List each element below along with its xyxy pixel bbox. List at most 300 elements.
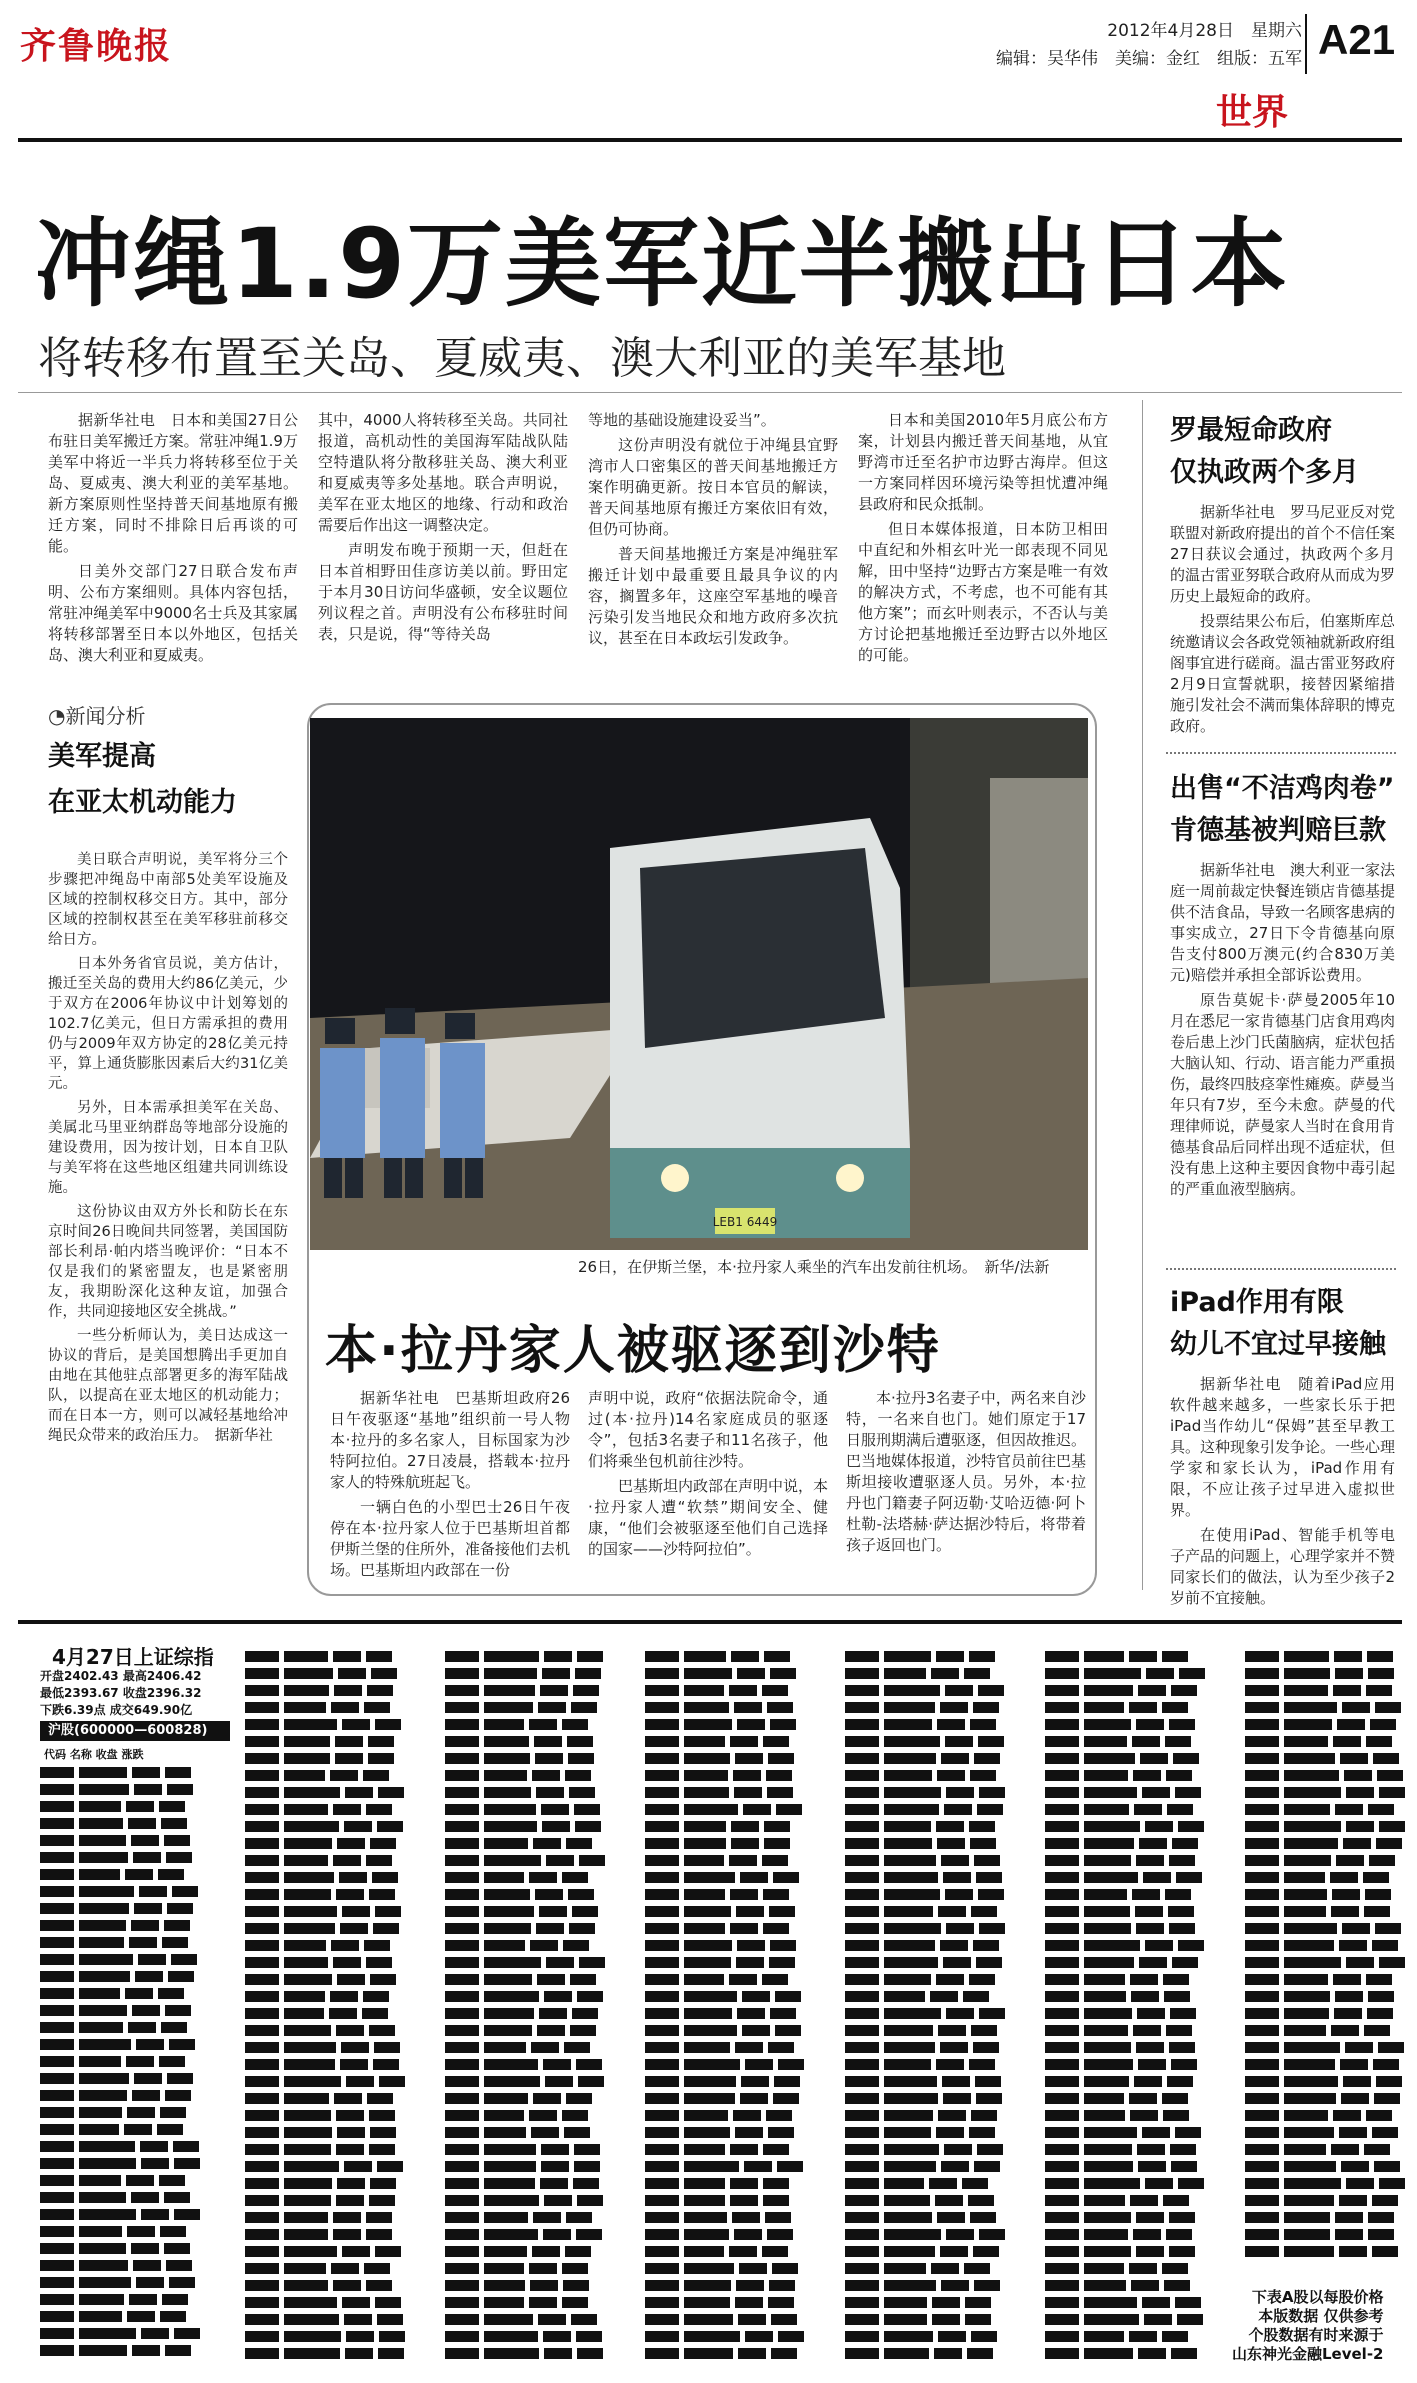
stock-cell bbox=[684, 2093, 735, 2104]
stock-cell bbox=[567, 1736, 593, 1747]
stock-row bbox=[845, 2175, 1030, 2192]
stock-row bbox=[1045, 2005, 1230, 2022]
stock-cell bbox=[529, 1719, 557, 1730]
stock-cell bbox=[884, 2195, 930, 2206]
stock-cell bbox=[1084, 1974, 1125, 1985]
stock-row bbox=[845, 2124, 1030, 2141]
stock-cell bbox=[1084, 2093, 1124, 2104]
stock-cell bbox=[531, 2042, 559, 2053]
stock-cell bbox=[40, 1954, 74, 1965]
stock-cell bbox=[1170, 2144, 1196, 2155]
stock-cell bbox=[645, 1821, 679, 1832]
stock-cell bbox=[645, 2025, 679, 2036]
stock-cell bbox=[1245, 2195, 1279, 2206]
stock-cell bbox=[1136, 2212, 1164, 2223]
stock-cell bbox=[1084, 1821, 1140, 1832]
stock-cell bbox=[1173, 1753, 1199, 1764]
stock-cell bbox=[484, 2059, 538, 2070]
stock-row bbox=[1045, 2141, 1230, 2158]
stock-cell bbox=[346, 2331, 374, 2342]
stock-cell bbox=[845, 2331, 879, 2342]
stock-cell bbox=[164, 1835, 190, 1846]
stock-row bbox=[40, 2325, 225, 2342]
stock-cell bbox=[1245, 1753, 1279, 1764]
stock-cell bbox=[533, 1838, 561, 1849]
stock-cell bbox=[1346, 1787, 1374, 1798]
stock-cell bbox=[366, 2229, 392, 2240]
stock-cell bbox=[645, 1889, 679, 1900]
stock-cell bbox=[1084, 2212, 1131, 2223]
stock-row bbox=[245, 2005, 430, 2022]
stock-cell bbox=[1379, 1957, 1405, 1968]
stock-row bbox=[645, 2090, 830, 2107]
stock-row bbox=[645, 1750, 830, 1767]
stock-cell bbox=[139, 1886, 167, 1897]
stock-cell bbox=[570, 1974, 596, 1985]
stock-row bbox=[40, 2053, 225, 2070]
stock-cell bbox=[734, 2229, 762, 2240]
stock-column bbox=[445, 1648, 630, 2362]
stock-cell bbox=[368, 1736, 394, 1747]
stock-cell bbox=[40, 2209, 74, 2220]
stock-cell bbox=[484, 2110, 524, 2121]
stock-cell bbox=[366, 1804, 392, 1815]
stock-cell bbox=[765, 2212, 791, 2223]
stock-cell bbox=[764, 1838, 790, 1849]
stock-cell bbox=[577, 2348, 603, 2359]
stock-cell bbox=[936, 1821, 964, 1832]
sidebar-brief-1 bbox=[1170, 410, 1395, 741]
stock-cell bbox=[771, 2348, 797, 2359]
stock-cell bbox=[1366, 1974, 1392, 1985]
stock-row bbox=[645, 2124, 830, 2141]
stock-cell bbox=[40, 1988, 74, 1999]
stock-cell bbox=[79, 2209, 136, 2220]
stock-cell bbox=[571, 1702, 597, 1713]
stock-cell bbox=[941, 2280, 969, 2291]
brief-body bbox=[1170, 1374, 1395, 1609]
stock-cell bbox=[543, 2059, 571, 2070]
stock-cell bbox=[484, 1872, 524, 1883]
stock-row bbox=[645, 2107, 830, 2124]
stock-cell bbox=[1245, 2059, 1279, 2070]
stock-cell bbox=[645, 2093, 679, 2104]
stock-row bbox=[1045, 2243, 1230, 2260]
stock-row bbox=[1245, 1784, 1417, 1801]
stock-cell bbox=[1045, 2314, 1079, 2325]
stock-row bbox=[245, 1733, 430, 1750]
stock-row bbox=[1045, 2226, 1230, 2243]
stock-row bbox=[445, 1886, 630, 1903]
stock-cell bbox=[1284, 1889, 1327, 1900]
stock-cell bbox=[767, 1787, 793, 1798]
stock-cell bbox=[363, 1770, 389, 1781]
stock-cell bbox=[977, 2144, 1003, 2155]
stock-cell bbox=[845, 1872, 879, 1883]
stock-row bbox=[1045, 1784, 1230, 1801]
stock-cell bbox=[884, 1736, 940, 1747]
stock-cell bbox=[336, 1889, 364, 1900]
stock-cell bbox=[484, 1736, 529, 1747]
stock-cell bbox=[1245, 1787, 1279, 1798]
stock-cell bbox=[1045, 2178, 1079, 2189]
stock-cell bbox=[565, 1770, 591, 1781]
stock-cell bbox=[570, 2025, 596, 2036]
stock-cell bbox=[1084, 2348, 1133, 2359]
stock-cell bbox=[1045, 1821, 1079, 1832]
stock-cell bbox=[40, 1886, 74, 1897]
stock-cell bbox=[333, 2229, 361, 2240]
stock-cell bbox=[132, 1767, 160, 1778]
stock-cell bbox=[245, 2059, 279, 2070]
stock-row bbox=[1045, 2192, 1230, 2209]
stock-cell bbox=[445, 2212, 479, 2223]
stock-cell bbox=[484, 2195, 539, 2206]
stock-cell bbox=[543, 2331, 571, 2342]
brief-title bbox=[1170, 1282, 1395, 1366]
stock-row bbox=[1045, 2328, 1230, 2345]
stock-cell bbox=[484, 2127, 526, 2138]
stock-board-label: 沪股(600000—600828) bbox=[40, 1721, 230, 1741]
stock-cell bbox=[284, 1668, 333, 1679]
story-title: 本·拉丹家人被驱逐到沙特 bbox=[325, 1321, 941, 1381]
stock-cell bbox=[79, 2277, 131, 2288]
stock-row bbox=[245, 1903, 430, 1920]
story-column-1 bbox=[330, 1388, 570, 1585]
stock-cell bbox=[1284, 2076, 1338, 2087]
stock-cell bbox=[131, 2192, 159, 2203]
stock-cell bbox=[845, 1889, 879, 1900]
stock-cell bbox=[1379, 1821, 1405, 1832]
stock-cell bbox=[484, 1651, 539, 1662]
analysis-paragraph: 这份协议由双方外长和防长在东京时间26日晚间共同签署，美国国防部长利昂·帕内塔当晚评价：“日本不仅是我们的紧密盟友，也是紧密朋友，我期盼深化这种友谊，加强合作，共同迎接地区安全挑战。” bbox=[48, 1204, 288, 1320]
stock-cell bbox=[345, 2348, 373, 2359]
stock-cell bbox=[1364, 2025, 1390, 2036]
stock-row bbox=[1045, 2175, 1230, 2192]
stock-cell bbox=[445, 1855, 479, 1866]
sidebar-brief-2 bbox=[1170, 768, 1395, 1204]
stock-cell bbox=[1331, 1906, 1359, 1917]
stock-cell bbox=[1284, 2144, 1326, 2155]
stock-cell bbox=[484, 2348, 539, 2359]
stock-cell bbox=[971, 2331, 997, 2342]
stock-cell bbox=[1284, 1974, 1328, 1985]
stock-cell bbox=[544, 1651, 572, 1662]
stock-cell bbox=[1341, 2161, 1369, 2172]
stock-cell bbox=[1045, 1940, 1079, 1951]
stock-cell bbox=[445, 2348, 479, 2359]
stock-cell bbox=[737, 1668, 765, 1679]
stock-cell bbox=[1163, 1974, 1189, 1985]
stock-cell bbox=[245, 2076, 279, 2087]
stock-cell bbox=[741, 2076, 769, 2087]
stock-row bbox=[445, 1954, 630, 1971]
stock-row bbox=[845, 1767, 1030, 1784]
brief-body bbox=[1170, 502, 1395, 737]
stock-cell bbox=[884, 2212, 932, 2223]
stock-cell bbox=[770, 1719, 796, 1730]
stock-row bbox=[845, 2277, 1030, 2294]
stock-cell bbox=[845, 2314, 879, 2325]
stock-cell bbox=[484, 2025, 532, 2036]
stock-cell bbox=[363, 1991, 389, 2002]
stock-row bbox=[445, 1903, 630, 1920]
stock-cell bbox=[164, 2243, 190, 2254]
stock-cell bbox=[645, 1906, 679, 1917]
stock-cell bbox=[535, 1889, 563, 1900]
stock-row bbox=[845, 1937, 1030, 1954]
stock-cell bbox=[976, 1872, 1002, 1883]
lead-paragraph: 日美外交部门27日联合发布声明、公布方案细则。具体内容包括，常驻冲绳美军中9000名士兵及其家属将转移部署至日本以外地区，包括关岛、澳大利亚和夏威夷。 bbox=[48, 562, 298, 664]
stock-cell bbox=[845, 1855, 879, 1866]
stock-cell bbox=[967, 2348, 993, 2359]
stock-cell bbox=[1133, 2229, 1161, 2240]
stock-cell bbox=[125, 1869, 153, 1880]
stock-cell bbox=[572, 1906, 598, 1917]
stock-cell bbox=[1084, 1736, 1127, 1747]
stock-cell bbox=[969, 2127, 995, 2138]
stock-cell bbox=[484, 1685, 535, 1696]
stock-cell bbox=[79, 1835, 126, 1846]
stock-cell bbox=[931, 1668, 959, 1679]
stock-cell bbox=[169, 2039, 195, 2050]
stock-row bbox=[645, 2039, 830, 2056]
stock-row bbox=[245, 2311, 430, 2328]
stock-cell bbox=[730, 1923, 758, 1934]
stock-row bbox=[1245, 2005, 1417, 2022]
stock-cell bbox=[884, 2127, 931, 2138]
stock-cell bbox=[484, 2042, 526, 2053]
stock-cell bbox=[1084, 1770, 1128, 1781]
lead-column-4 bbox=[858, 410, 1108, 670]
stock-row bbox=[245, 2056, 430, 2073]
sidebar-brief-3 bbox=[1170, 1282, 1395, 1613]
stock-cell bbox=[1171, 2348, 1197, 2359]
stock-cell bbox=[79, 1784, 129, 1795]
stock-cell bbox=[284, 2212, 328, 2223]
stock-cell bbox=[684, 2144, 725, 2155]
stock-cell bbox=[645, 1974, 679, 1985]
stock-cell bbox=[684, 2178, 725, 2189]
stock-cell bbox=[1045, 1702, 1079, 1713]
stock-cell bbox=[141, 2158, 169, 2169]
lead-paragraph: 这份声明没有就位于冲绳县宜野湾市人口密集区的普天间基地搬迁方案作明确更新。按日本官员的解读，普天间基地原有搬迁方案依旧有效，但仍可协商。 bbox=[588, 436, 838, 538]
stock-cell bbox=[884, 1821, 931, 1832]
stock-cell bbox=[940, 1702, 968, 1713]
stock-row bbox=[845, 1971, 1030, 1988]
stock-cell bbox=[964, 1668, 990, 1679]
stock-cell bbox=[284, 2025, 331, 2036]
stock-cell bbox=[245, 2042, 279, 2053]
stock-row bbox=[445, 1767, 630, 1784]
stock-cell bbox=[40, 2022, 74, 2033]
stock-cell bbox=[1284, 1719, 1332, 1730]
stock-cell bbox=[778, 2059, 804, 2070]
stock-column bbox=[645, 1648, 830, 2362]
stock-notice bbox=[1232, 2288, 1384, 2364]
stock-cell bbox=[284, 2246, 337, 2257]
stock-cell bbox=[1084, 2195, 1125, 2206]
stock-cell bbox=[944, 2144, 972, 2155]
stock-cell bbox=[1132, 1736, 1160, 1747]
stock-cell bbox=[645, 2348, 679, 2359]
stock-cell bbox=[284, 1991, 325, 2002]
stock-cell bbox=[645, 1685, 679, 1696]
stock-cell bbox=[1331, 2025, 1359, 2036]
stock-cell bbox=[131, 1920, 159, 1931]
stock-row bbox=[445, 2039, 630, 2056]
analysis-title-line: 美军提高 bbox=[48, 741, 156, 772]
stock-cell bbox=[1284, 1651, 1329, 1662]
stock-cell bbox=[284, 1753, 330, 1764]
stock-row bbox=[245, 2107, 430, 2124]
stock-cell bbox=[1368, 1991, 1394, 2002]
stock-cell bbox=[1245, 2229, 1279, 2240]
stock-cell bbox=[1045, 2229, 1079, 2240]
stock-cell bbox=[645, 2144, 679, 2155]
stock-cell bbox=[568, 1753, 594, 1764]
stock-cell bbox=[945, 1889, 973, 1900]
stock-cell bbox=[79, 2260, 128, 2271]
stock-cell bbox=[762, 1685, 788, 1696]
stock-cell bbox=[845, 2093, 879, 2104]
stock-cell bbox=[329, 2008, 357, 2019]
stock-cell bbox=[978, 1685, 1004, 1696]
stock-cell bbox=[531, 2127, 559, 2138]
stock-cell bbox=[1365, 1889, 1391, 1900]
stock-cell bbox=[775, 1991, 801, 2002]
stock-cell bbox=[284, 2076, 341, 2087]
stock-cell bbox=[284, 1719, 337, 1730]
brief-title bbox=[1170, 410, 1395, 494]
stock-cell bbox=[126, 1801, 154, 1812]
stock-cell bbox=[134, 2073, 162, 2084]
stock-cell bbox=[1166, 1770, 1192, 1781]
stock-row bbox=[445, 2175, 630, 2192]
stock-row bbox=[645, 1784, 830, 1801]
stock-cell bbox=[1145, 1821, 1173, 1832]
stock-cell bbox=[1084, 1940, 1140, 1951]
stock-cell bbox=[884, 1991, 925, 2002]
stock-row bbox=[1045, 1648, 1230, 1665]
analysis-label: ◔新闻分析 bbox=[48, 704, 146, 728]
stock-cell bbox=[735, 2127, 763, 2138]
stock-row bbox=[1045, 2124, 1230, 2141]
stock-cell bbox=[845, 2042, 879, 2053]
stock-cell bbox=[366, 1651, 392, 1662]
stock-summary-line: 最低2393.67 收盘2396.32 bbox=[40, 1686, 202, 1700]
stock-cell bbox=[645, 2246, 679, 2257]
stock-cell bbox=[1373, 1753, 1399, 1764]
stock-cell bbox=[1284, 2008, 1329, 2019]
stock-cell bbox=[962, 2178, 988, 2189]
stock-cell bbox=[969, 1974, 995, 1985]
stock-cell bbox=[940, 2042, 968, 2053]
stock-cell bbox=[1339, 2127, 1367, 2138]
stock-cell bbox=[736, 2280, 764, 2291]
stock-cell bbox=[79, 2192, 126, 2203]
stock-row bbox=[1045, 1665, 1230, 1682]
stock-cell bbox=[445, 2246, 479, 2257]
stock-cell bbox=[1343, 2076, 1371, 2087]
brief-separator bbox=[1166, 1268, 1396, 1270]
stock-cell bbox=[1346, 1957, 1374, 1968]
stock-cell bbox=[284, 1906, 337, 1917]
stock-row bbox=[1245, 1835, 1417, 1852]
stock-row bbox=[445, 1869, 630, 1886]
stock-cell bbox=[375, 2246, 401, 2257]
stock-cell bbox=[445, 1719, 479, 1730]
lead-paragraph: 其中，4000人将转移至关岛。共同社报道，高机动性的美国海军陆战队陆空特遣队将分散移驻关岛、澳大利亚和夏威夷等多处基地。联合声明说，美军在亚太地区的地缘、行动和政治需要后作出这一调整决定。 bbox=[318, 411, 568, 534]
stock-cell bbox=[284, 2297, 337, 2308]
stock-cell bbox=[245, 1872, 279, 1883]
stock-cell bbox=[1163, 2110, 1189, 2121]
stock-row bbox=[1245, 2192, 1417, 2209]
stock-cell bbox=[845, 2229, 879, 2240]
stock-row bbox=[1245, 2158, 1417, 2175]
stock-cell bbox=[174, 2328, 200, 2339]
stock-cell bbox=[730, 1889, 758, 1900]
stock-row bbox=[245, 2039, 430, 2056]
stock-cell bbox=[884, 2280, 936, 2291]
stock-cell bbox=[373, 2059, 399, 2070]
top-rule bbox=[18, 138, 1402, 142]
brief-title-line: 肯德基被判赔巨款 bbox=[1170, 815, 1386, 846]
stock-cell bbox=[1340, 1753, 1368, 1764]
stock-cell bbox=[445, 1736, 479, 1747]
stock-row bbox=[845, 1852, 1030, 1869]
stock-cell bbox=[484, 1991, 539, 2002]
stock-row bbox=[1245, 1648, 1417, 1665]
stock-cell bbox=[245, 1906, 279, 1917]
stock-cell bbox=[40, 2328, 74, 2339]
stock-cell bbox=[1045, 2161, 1079, 2172]
stock-cell bbox=[732, 2212, 760, 2223]
stock-cell bbox=[1284, 2025, 1326, 2036]
stock-cell bbox=[1366, 1685, 1392, 1696]
stock-cell bbox=[1284, 1804, 1330, 1815]
stock-cell bbox=[645, 2263, 679, 2274]
stock-cell bbox=[1245, 2178, 1279, 2189]
stock-cell bbox=[1130, 1974, 1158, 1985]
stock-cell bbox=[735, 2042, 763, 2053]
story-paragraph: 本·拉丹3名妻子中，两名来自沙特，一名来自也门。她们原定于17日服刑期满后遭驱逐，但因故推迟。巴当地媒体报道，沙特官员前往巴基斯坦接收遭驱逐人员。另外，本·拉丹也门籍妻子阿迈勒·艾哈迈德·阿卜杜勒-法塔赫·萨达据沙特后，将带着孩子返回也门。 bbox=[846, 1389, 1087, 1554]
stock-cell bbox=[645, 1736, 679, 1747]
stock-row bbox=[645, 1835, 830, 1852]
stock-cell bbox=[484, 1770, 527, 1781]
stock-row bbox=[845, 1886, 1030, 1903]
stock-cell bbox=[369, 2195, 395, 2206]
stock-cell bbox=[79, 1937, 124, 1948]
stock-cell bbox=[766, 1770, 792, 1781]
stock-cell bbox=[573, 1685, 599, 1696]
stock-row bbox=[1245, 2243, 1417, 2260]
stock-cell bbox=[730, 2195, 758, 2206]
stock-cell bbox=[340, 1923, 368, 1934]
story-paragraph: 声明中说，政府“依据法院命令，通过(本·拉丹)14名家庭成员的驱逐令”，包括3名妻子和11名孩子，他们将乘坐包机前往沙特。 bbox=[588, 1389, 828, 1470]
stock-cell bbox=[40, 2107, 74, 2118]
stock-cell bbox=[1129, 2093, 1157, 2104]
stock-cell bbox=[768, 2042, 794, 2053]
stock-cell bbox=[342, 1719, 370, 1730]
stock-cell bbox=[684, 2042, 730, 2053]
stock-row bbox=[1245, 1716, 1417, 1733]
stock-cell bbox=[1084, 1685, 1133, 1696]
stock-cell bbox=[1335, 2212, 1363, 2223]
stock-cell bbox=[1167, 2076, 1193, 2087]
stock-cell bbox=[1284, 1702, 1337, 1713]
stock-row bbox=[1245, 2209, 1417, 2226]
